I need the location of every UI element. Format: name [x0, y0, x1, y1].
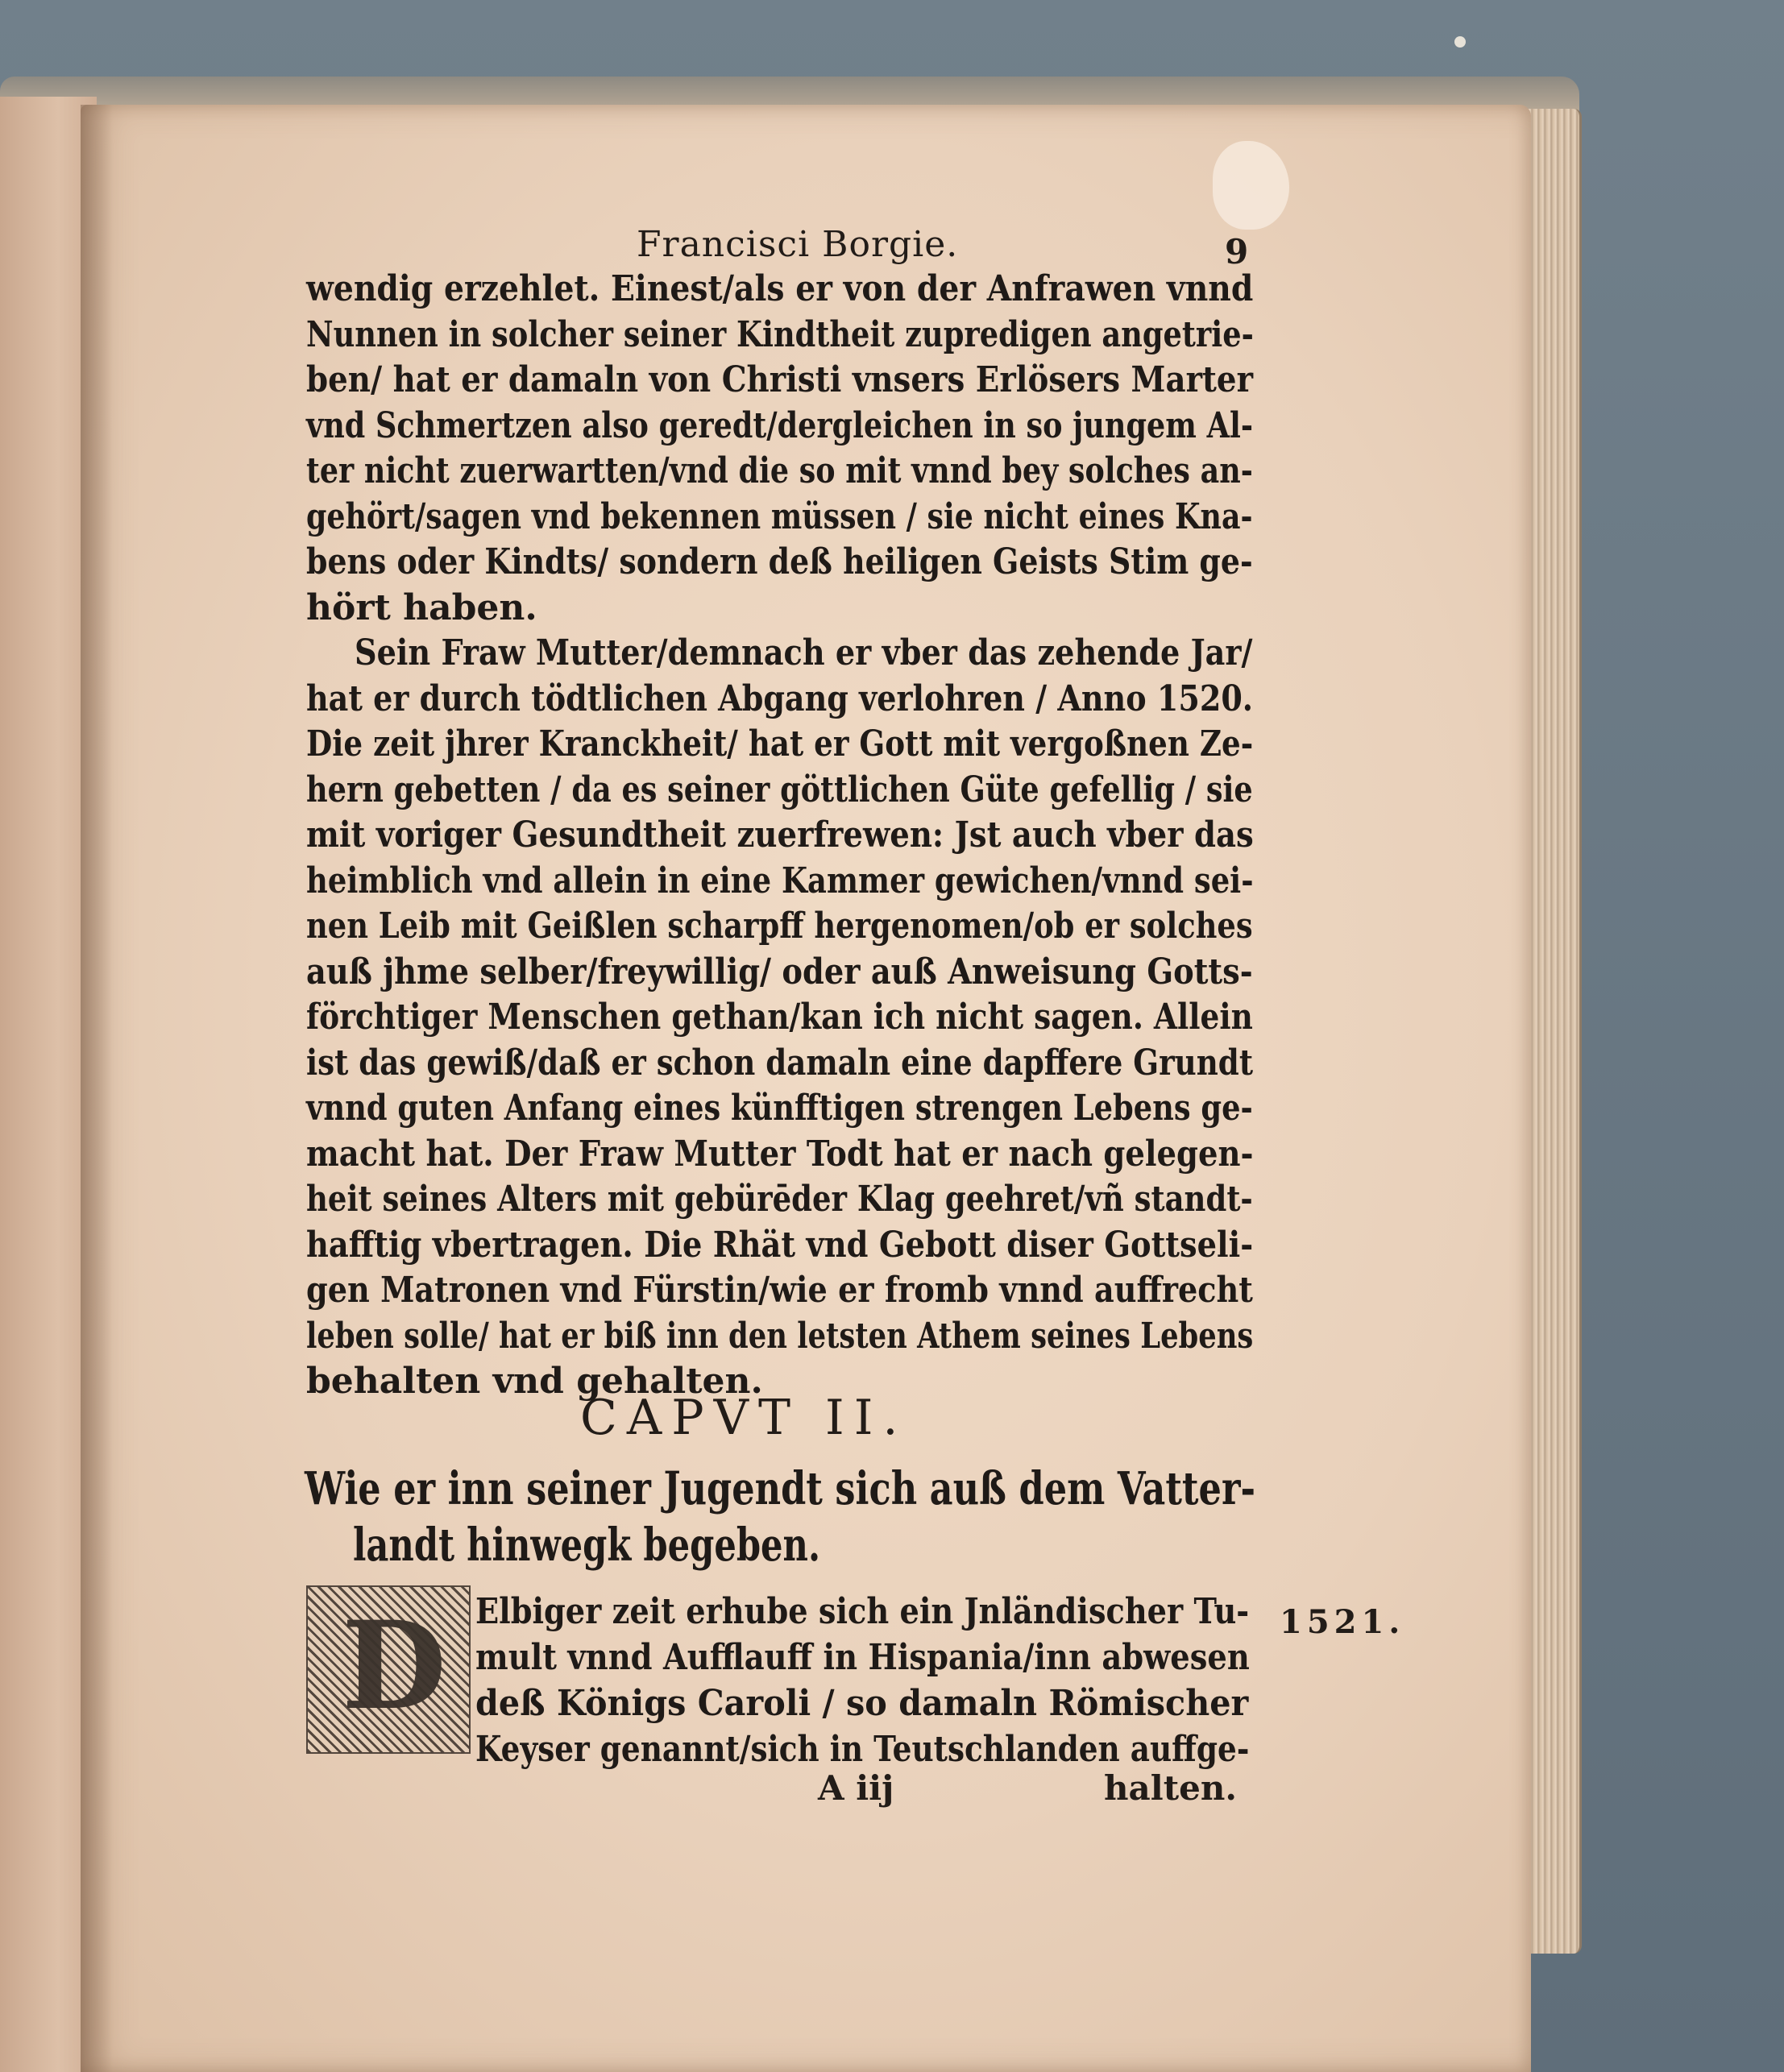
initial-letter: D	[342, 1595, 447, 1737]
margin-year: 1521.	[1280, 1603, 1405, 1641]
text-line: heimblich vnd allein in eine Kammer gewichen/vnnd sei-	[306, 860, 1254, 901]
running-head: Francisci Borgie.	[637, 224, 959, 265]
text-line: ben/ hat er damaln von Christi vnsers Erlösers Marter	[306, 359, 1254, 400]
text-line: deß Königs Caroli / so damaln Römischer	[475, 1683, 1249, 1724]
chapter-heading-line: landt hinwegk begeben.	[353, 1519, 821, 1572]
chapter-heading-line: Wie er inn seiner Jugendt sich auß dem Vatter-	[305, 1462, 1255, 1515]
catchword: halten.	[1104, 1768, 1237, 1808]
signature-mark: A iij	[818, 1768, 894, 1808]
text-line: behalten vnd gehalten.	[306, 1361, 763, 1402]
text-line: auß jhme selber/freywillig/ oder auß Anweisung Gotts-	[306, 951, 1253, 992]
text-line: gen Matronen vnd Fürstin/wie er fromb vnnd auffrecht	[306, 1270, 1253, 1311]
text-line: hern gebetten / da es seiner göttlichen Güte gefellig / sie	[306, 769, 1253, 810]
text-line: Nunnen in solcher seiner Kindtheit zupredigen angetrie-	[306, 313, 1254, 355]
text-line: gehört/sagen vnd bekennen müssen / sie nicht eines Kna-	[306, 495, 1253, 537]
text-line: vnnd guten Anfang eines künfftigen strengen Lebens ge-	[306, 1088, 1253, 1129]
text-line: hört haben.	[306, 586, 537, 628]
text-line: ist das gewiß/daß er schon damaln eine dapffere Grundt	[306, 1042, 1254, 1084]
text-line: vnd Schmertzen also geredt/dergleichen in so jungem Al-	[306, 404, 1253, 446]
text-line: Sein Fraw Mutter/demnach er vber das zehende Jar/	[355, 632, 1253, 673]
text-line: Elbiger zeit erhube sich ein Jnländischer Tu-	[475, 1591, 1250, 1632]
text-line: macht hat. Der Fraw Mutter Todt hat er nach gelegen-	[306, 1133, 1254, 1175]
text-line: Die zeit jhrer Kranckheit/ hat er Gott mit vergoßnen Ze-	[306, 723, 1254, 765]
text-line: hat er durch tödtlichen Abgang verlohren / Anno 1520.	[306, 678, 1254, 719]
text-line: leben solle/ hat er biß inn den letsten Athem seines Lebens	[306, 1315, 1254, 1357]
text-line: förchtiger Menschen gethan/kan ich nicht sagen. Allein	[306, 997, 1253, 1038]
text-line: hafftig vbertragen. Die Rhät vnd Gebott diser Gottseli-	[306, 1224, 1254, 1266]
paper-stain	[1213, 141, 1289, 230]
text-line: nen Leib mit Geißlen scharpff hergenomen/ob er solches	[306, 905, 1253, 947]
chapter-title: CAPVT II.	[580, 1390, 908, 1446]
text-line: Keyser genannt/sich in Teutschlanden auffge-	[475, 1729, 1250, 1770]
text-line: bens oder Kindts/ sondern deß heiligen Geists Stim ge-	[306, 541, 1253, 582]
decorated-initial	[306, 1585, 471, 1754]
text-line: ter nicht zuerwartten/vnd die so mit vnnd bey solches an-	[306, 450, 1253, 491]
text-line: mit voriger Gesundtheit zuerfrewen: Jst auch vber das	[306, 814, 1254, 856]
text-line: mult vnnd Aufflauff in Hispania/inn abwesen	[475, 1637, 1250, 1678]
background-speck	[1454, 36, 1466, 48]
text-line: heit seines Alters mit gebürēder Klag geehret/vñ standt-	[306, 1179, 1253, 1220]
page-gutter	[81, 105, 113, 2072]
page-number: 9	[1225, 232, 1249, 271]
text-line: wendig erzehlet. Einest/als er von der Anfrawen vnnd	[306, 268, 1254, 309]
